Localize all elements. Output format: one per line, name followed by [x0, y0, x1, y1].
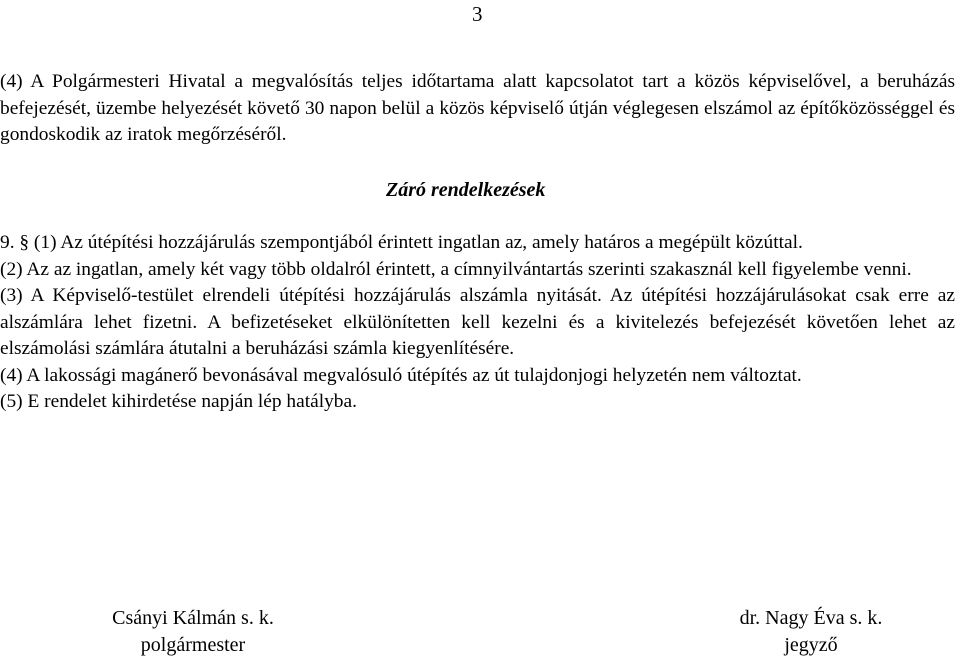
signature-title: jegyző: [784, 634, 838, 656]
signature-notary: [700, 605, 922, 659]
paragraph-2: (2) Az az ingatlan, amely két vagy több oldalról érintett, a címnyilvántartás szerinti szakasznál kell figyelembe venni.: [0, 258, 912, 280]
page-number: 3: [472, 2, 483, 26]
paragraph-4: (4) A lakossági magánerő bevonásával megvalósuló útépítés az út tulajdonjogi helyzetén nem változtat.: [0, 364, 802, 386]
paragraph-5: (5) E rendelet kihirdetése napján lép hatályba.: [0, 391, 357, 412]
paragraph: (4) A Polgármesteri Hivatal a megvalósítás teljes időtartama alatt kapcsolatot tart a közös képviselővel, a beruházás befejezését, üzembe helyezését követő 30 napon belül a közös képviselő útján véglegesen elszámol az építőközösséggel és gondoskodik az iratok megőrzéséről.: [0, 71, 955, 145]
paragraph-3: (3) A Képviselő-testület elrendeli útépítési hozzájárulás alszámla nyitását. Az útépítési hozzájárulásokat csak erre az alszámlára lehet fizetni. A befizetéseket elkülönítetten kell kezelni és a kivitelezés befejezését követően lehet az elszámolási számlára átutalni a beruházási számla kiegyenlítésére.: [0, 285, 955, 359]
section-heading: Záró rendelkezések: [386, 179, 546, 201]
section-body: [0, 230, 955, 416]
signature-title: polgármester: [140, 634, 246, 656]
signature-name: dr. Nagy Éva s. k.: [739, 607, 883, 629]
paragraph-1: 9. § (1) Az útépítési hozzájárulás szempontjából érintett ingatlan az, amely határos a megépült közúttal.: [0, 232, 803, 253]
signature-mayor: [82, 605, 304, 659]
intro-paragraph: [0, 69, 955, 149]
signature-name: Csányi Kálmán s. k.: [112, 607, 274, 629]
